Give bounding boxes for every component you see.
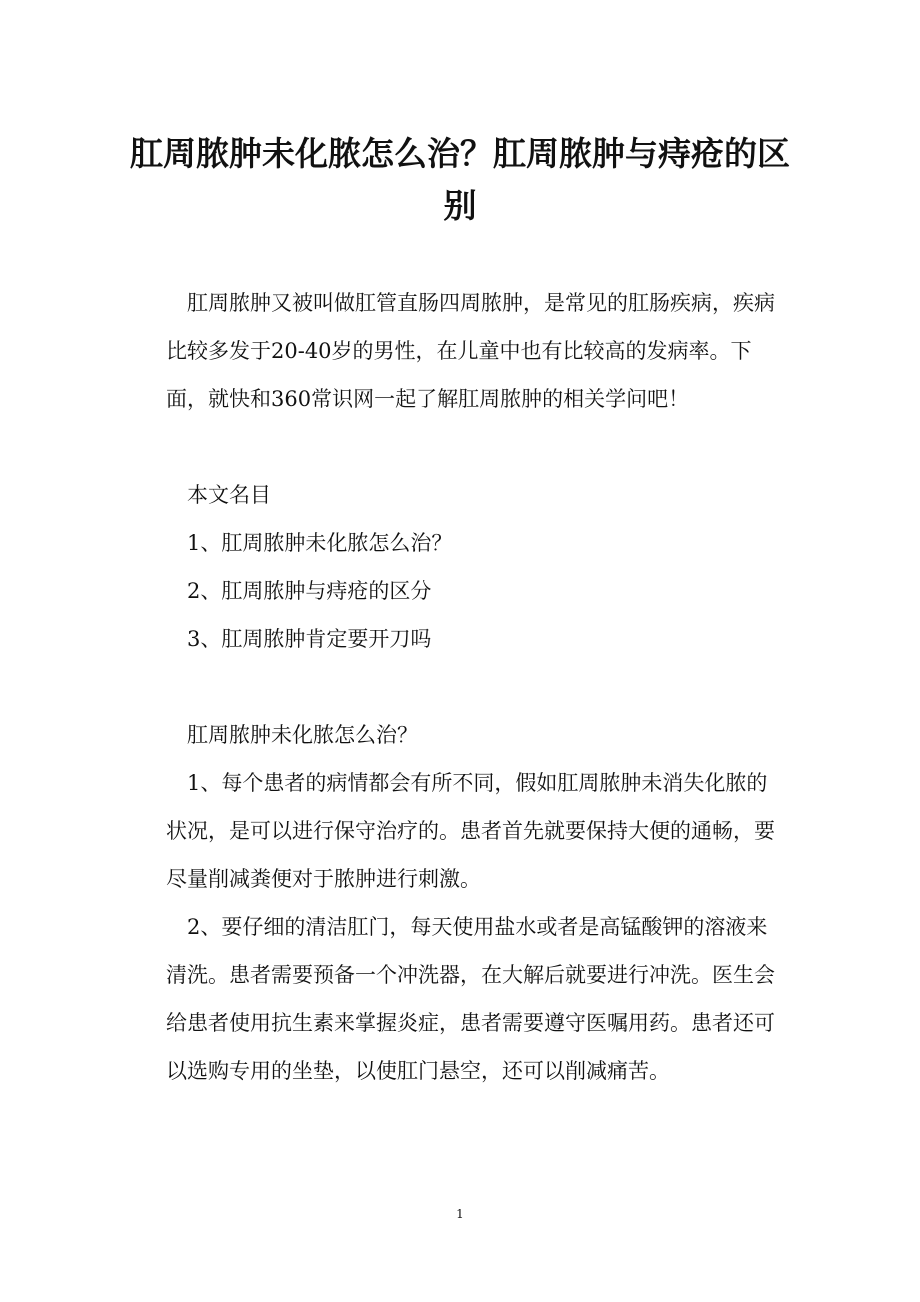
- document-title: 肛周脓肿未化脓怎么治？肛周脓肿与痔疮的区别: [130, 134, 790, 225]
- toc-item: 2、肛周脓肿与痔疮的区分: [187, 579, 432, 603]
- toc-item: 1、肛周脓肿未化脓怎么治？: [187, 531, 453, 555]
- toc-heading: 本文名目: [187, 483, 271, 507]
- section-heading: 肛周脓肿未化脓怎么治？: [187, 723, 418, 747]
- page-number: 1: [456, 1207, 464, 1221]
- section-paragraph: 1、每个患者的病情都会有所不同，假如肛周脓肿未消失化脓的状况，是可以进行保守治疗的。患者首先就要保持大便的通畅，要尽量削减粪便对于脓肿进行刺激。: [166, 771, 775, 891]
- toc-item: 3、肛周脓肿肯定要开刀吗: [187, 627, 432, 651]
- section-paragraph: 2、要仔细的清洁肛门，每天使用盐水或者是高锰酸钾的溶液来清洗。患者需要预备一个冲洗器，在大解后就要进行冲洗。医生会给患者使用抗生素来掌握炎症，患者需要遵守医嘱用药。患者还可以选购专用的坐垫，以使肛门悬空，还可以削减痛苦。: [166, 915, 775, 1083]
- intro-paragraph: 肛周脓肿又被叫做肛管直肠四周脓肿，是常见的肛肠疾病，疾病比较多发于20-40岁的男性，在儿童中也有比较高的发病率。下面，就快和360常识网一起了解肛周脓肿的相关学问吧！: [166, 291, 775, 411]
